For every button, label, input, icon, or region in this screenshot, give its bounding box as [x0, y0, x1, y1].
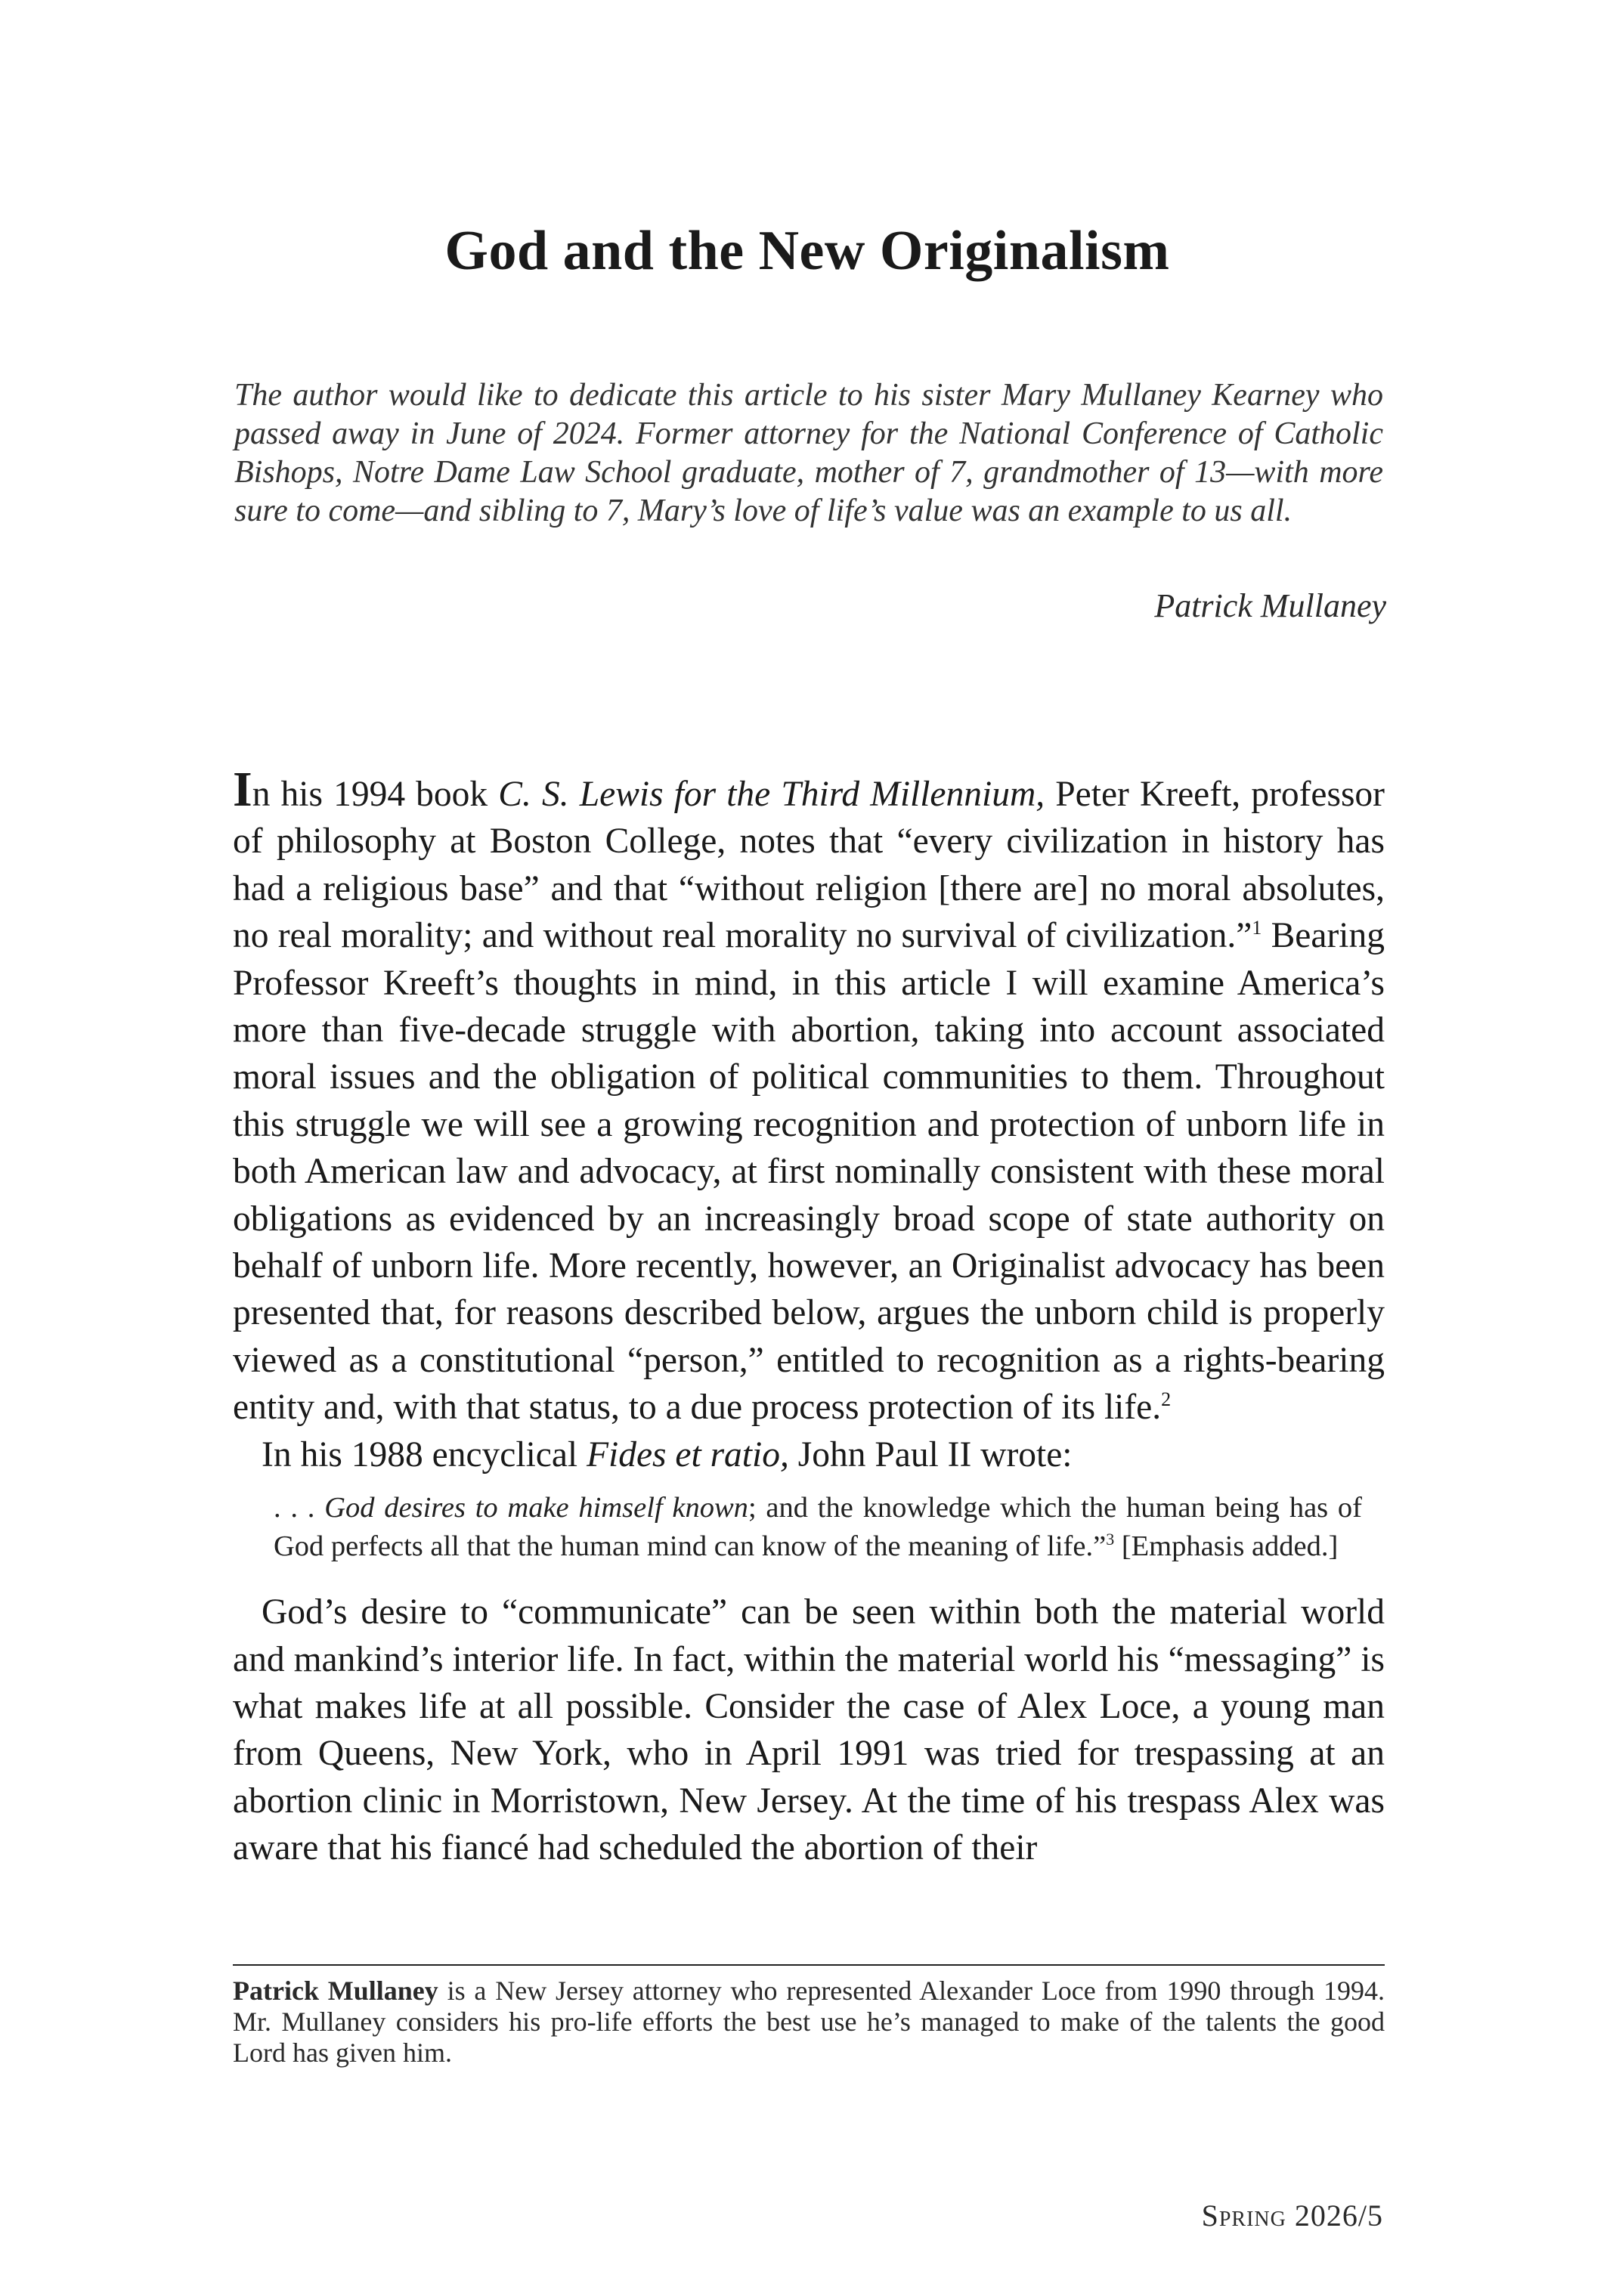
book-title: C. S. Lewis for the Third Millennium, — [498, 775, 1045, 814]
quote-emphasis: God desires to make himself known — [324, 1492, 748, 1524]
body-paragraph-3: God’s desire to “communicate” can be seen within both the material world and mankind’s interior life. In fact, within the material world his “messaging” is what makes life at all possible. Consider the case of Alex Loce, a young man from Queens, New York, who in April 1991 was tried for trespassing at an abortion clinic in Morristown, New Jersey. At the time of his trespass Alex was aware that his fiancé had scheduled the abortion of their — [233, 1592, 1385, 1868]
footnote-ref-1: 1 — [1252, 917, 1262, 939]
body-paragraph-2: In his 1988 encyclical Fides et ratio, John Paul II wrote: — [262, 1434, 1073, 1474]
footnote-author: Patrick Mullaney — [233, 1976, 438, 2006]
folio-page: 2026/5 — [1286, 2199, 1383, 2233]
footnote-ref-3: 3 — [1106, 1530, 1115, 1549]
block-quote: . . . God desires to make himself known; and the knowledge which the human being has of God perfects all that the human mind can know of the meaning of life.”$^3$ [Emphasis added.] — [274, 1492, 1362, 1563]
folio-season: Spring — [1201, 2199, 1286, 2233]
drop-cap: I — [233, 762, 252, 817]
page-folio — [1202, 2198, 1383, 2233]
dedication-text: The author would like to dedicate this article to his sister Mary Mullaney Kearney who passed away in June of 2024. Former attorney for the National Conference of Catholic Bishops, Notre Dame Law School graduate, mother of 7, grandmother of 13—with more sure to come—and sibling to 7, Mary’s love of life’s value was an example to us all. — [234, 378, 1383, 528]
footnote-ref-2: 2 — [1161, 1388, 1172, 1411]
encyclical-title: Fides et ratio, — [587, 1434, 789, 1474]
body-paragraph-1: In his 1994 book C. S. Lewis for the Third Millennium, Peter Kreeft, professor of philosophy at Boston College, notes that “every civilization in history has had a religious base” and that “without religion [there are] no moral absolutes, no real morality; and without real morality no survival of civilization.”$^1$ Bearing Professor Kreeft’s thoughts in mind, in this article I will examine America’s more than five-decade struggle with abortion, taking into account associated moral issues and the obligation of political communities to them. Throughout this struggle we will see a growing recognition and protection of unborn life in both American law and advocacy, at first nominally consistent with these moral obligations as evidenced by an increasingly broad scope of state authority on behalf of unborn life. More recently, however, an Originalist advocacy has been presented that, for reasons described below, argues the unborn child is properly viewed as a constitutional “person,” entitled to recognition as a rights-bearing entity and, with that status, to a due process protection of its life.$^2$ — [233, 762, 1385, 1428]
footnote-divider — [233, 1964, 1385, 1966]
author-footnote: Patrick Mullaney is a New Jersey attorney who represented Alexander Loce from 1990 through 1994. Mr. Mullaney considers his pro-life efforts the best use he’s managed to make of the talents the good Lord has given him. — [233, 1976, 1385, 2068]
article-body — [233, 762, 1385, 1872]
article-title: God and the New Originalism — [444, 220, 1170, 282]
dedication-signature: Patrick Mullaney — [1154, 587, 1386, 624]
